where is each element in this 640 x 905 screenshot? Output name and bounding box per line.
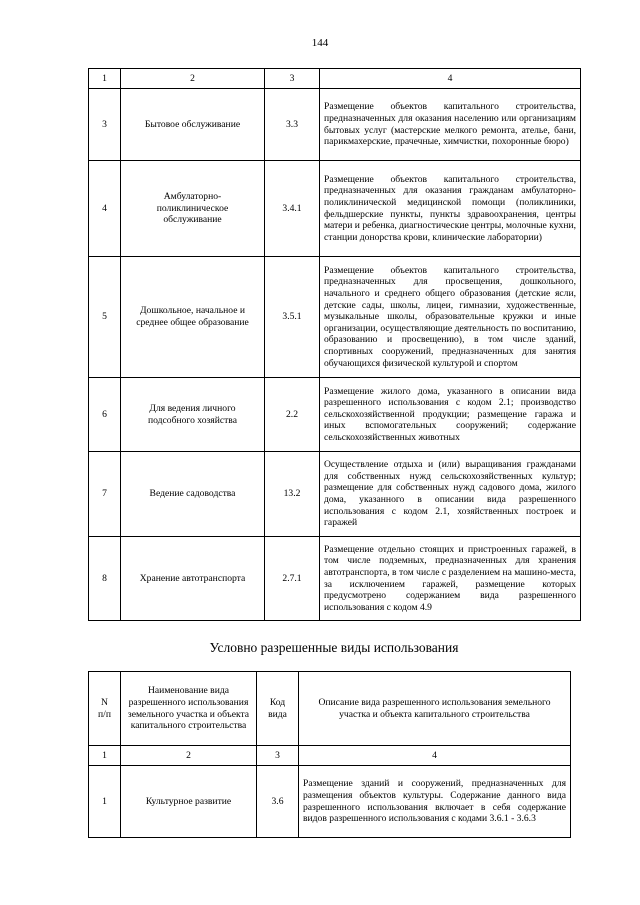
table-row bbox=[89, 161, 581, 257]
column-number: 1 bbox=[89, 69, 121, 89]
use-description: Размещение объектов капитального строительства, предназначенных для просвещения, дошкольного, начального и среднего общего образования (детские ясли, детские сады, школы, лицеи, гимназии, художественные, музыкальные школы, образовательные кружки и иные организации, осуществляющие деятельность по воспитанию, образованию и просвещению), в том числе зданий, спортивных сооружений, предназначенных для занятия обучающихся физической культурой и спортом bbox=[320, 257, 581, 378]
use-description: Размещение объектов капитального строительства, предназначенных для оказания гражданам амбулаторно-поликлинической медицинской помощи (поликлиники, фельдшерские пункты, пункты здравоохранения, центры матери и ребенка, диагностические центры, молочные кухни, станции донорства крови, клинические лаборатории) bbox=[320, 161, 581, 257]
use-description: Размещение зданий и сооружений, предназначенных для размещения объектов культуры. Содержание данного вида разрешенного использования включает в себя содержание видов разрешенного использования с кодами 3.6.1 - 3.6.3 bbox=[299, 766, 571, 838]
row-number: 7 bbox=[89, 452, 121, 537]
column-number: 1 bbox=[89, 746, 121, 766]
column-number: 3 bbox=[265, 69, 320, 89]
use-code: 3.4.1 bbox=[265, 161, 320, 257]
column-number: 4 bbox=[320, 69, 581, 89]
row-number: 5 bbox=[89, 257, 121, 378]
row-number: 8 bbox=[89, 537, 121, 621]
column-header-number: N п/п bbox=[89, 672, 121, 746]
use-code: 13.2 bbox=[265, 452, 320, 537]
column-header-code: Код вида bbox=[257, 672, 299, 746]
use-name: Амбулаторно-поликлиническое обслуживание bbox=[121, 161, 265, 257]
use-name: Дошкольное, начальное и среднее общее образование bbox=[121, 257, 265, 378]
column-number: 2 bbox=[121, 69, 265, 89]
use-description: Осуществление отдыха и (или) выращивания гражданами для собственных нужд сельскохозяйственных культур; размещение для собственных нужд садового дома, жилого дома, указанного в описании вида разрешенного использования с кодом 2.1, хозяйственных построек и гаражей bbox=[320, 452, 581, 537]
row-number: 4 bbox=[89, 161, 121, 257]
row-number: 3 bbox=[89, 89, 121, 161]
use-description: Размещение объектов капитального строительства, предназначенных для оказания населению или организациям бытовых услуг (мастерские мелкого ремонта, ателье, бани, парикмахерские, прачечные, химчистки, похоронные бюро) bbox=[320, 89, 581, 161]
table-row bbox=[89, 378, 581, 452]
table-row bbox=[89, 766, 571, 838]
use-code: 2.7.1 bbox=[265, 537, 320, 621]
conditional-uses-table bbox=[88, 671, 571, 838]
use-name: Для ведения личного подсобного хозяйства bbox=[121, 378, 265, 452]
use-code: 3.3 bbox=[265, 89, 320, 161]
column-header-name: Наименование вида разрешенного использования земельного участка и объекта капитального строительства bbox=[121, 672, 257, 746]
row-number: 1 bbox=[89, 766, 121, 838]
use-code: 2.2 bbox=[265, 378, 320, 452]
column-number: 4 bbox=[299, 746, 571, 766]
use-name: Хранение автотранспорта bbox=[121, 537, 265, 621]
use-name: Ведение садоводства bbox=[121, 452, 265, 537]
use-code: 3.5.1 bbox=[265, 257, 320, 378]
table-header-row bbox=[89, 746, 571, 766]
column-header-description: Описание вида разрешенного использования земельного участка и объекта капитального строительства bbox=[299, 672, 571, 746]
use-code: 3.6 bbox=[257, 766, 299, 838]
section-title: Условно разрешенные виды использования bbox=[209, 640, 459, 655]
table-row bbox=[89, 257, 581, 378]
use-name: Бытовое обслуживание bbox=[121, 89, 265, 161]
row-number: 6 bbox=[89, 378, 121, 452]
use-name: Культурное развитие bbox=[121, 766, 257, 838]
table-row bbox=[89, 89, 581, 161]
column-number: 2 bbox=[121, 746, 257, 766]
column-number: 3 bbox=[257, 746, 299, 766]
table-header-row bbox=[89, 69, 581, 89]
table-column-headers bbox=[89, 672, 571, 746]
use-description: Размещение отдельно стоящих и пристроенных гаражей, в том числе подземных, предназначенных для хранения автотранспорта, в том числе с разделением на машино-места, за исключением гаражей, размещение которых предусмотрено содержанием вида разрешенного использования с кодом 4.9 bbox=[320, 537, 581, 621]
permitted-uses-table bbox=[88, 68, 581, 621]
table-row bbox=[89, 452, 581, 537]
use-description: Размещение жилого дома, указанного в описании вида разрешенного использования с кодом 2.1; производство сельскохозяйственной продукции; размещение гаража и иных вспомогательных сооружений; содержание сельскохозяйственных животных bbox=[320, 378, 581, 452]
page-number: 144 bbox=[311, 37, 329, 49]
table-row bbox=[89, 537, 581, 621]
